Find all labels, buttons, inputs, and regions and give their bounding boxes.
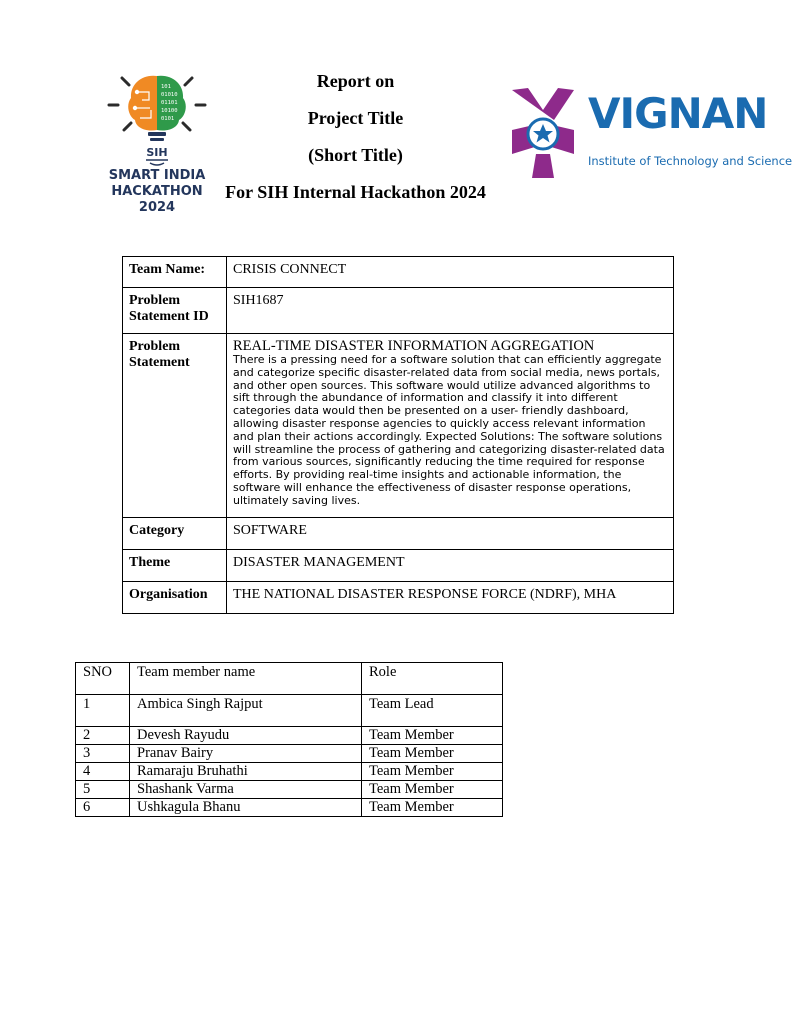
- ps-id-label: Problem Statement ID: [123, 288, 227, 334]
- title-line-4: For SIH Internal Hackathon 2024: [225, 182, 486, 202]
- row-role: Team Lead: [362, 695, 503, 727]
- svg-text:01101: 01101: [161, 100, 178, 106]
- table-row: [76, 799, 503, 817]
- table-header-row: [76, 663, 503, 695]
- svg-text:0101: 0101: [161, 116, 175, 122]
- svg-text:10100: 10100: [161, 108, 178, 114]
- row-name: Shashank Varma: [130, 781, 362, 799]
- header-name: Team member name: [130, 663, 362, 695]
- row-sno: 5: [76, 781, 130, 799]
- vignan-name: VIGNAN: [588, 89, 768, 138]
- category-value: SOFTWARE: [227, 518, 674, 550]
- row-sno: 2: [76, 727, 130, 745]
- sih-line2: HACKATHON: [111, 184, 203, 199]
- ps-label: Problem Statement: [123, 334, 227, 518]
- header-sno: SNO: [76, 663, 130, 695]
- row-name: Ramaraju Bruhathi: [130, 763, 362, 781]
- table-row: [76, 745, 503, 763]
- row-sno: 6: [76, 799, 130, 817]
- project-info-table: [122, 256, 674, 614]
- table-row: [76, 727, 503, 745]
- row-role: Team Member: [362, 799, 503, 817]
- sih-abbr: SIH: [146, 146, 168, 159]
- team-name-value: CRISIS CONNECT: [227, 257, 674, 288]
- row-name: Ushkagula Bhanu: [130, 799, 362, 817]
- row-role: Team Member: [362, 763, 503, 781]
- team-members-table: [75, 662, 503, 817]
- title-line-1: Report on: [316, 71, 395, 91]
- ps-id-value: SIH1687: [227, 288, 674, 334]
- title-line-3: (Short Title): [308, 145, 403, 165]
- row-name: Pranav Bairy: [130, 745, 362, 763]
- row-sno: 1: [76, 695, 130, 727]
- row-name: Ambica Singh Rajput: [130, 695, 362, 727]
- row-sno: 4: [76, 763, 130, 781]
- vignan-logo: [508, 84, 792, 184]
- row-role: Team Member: [362, 727, 503, 745]
- title-line-2: Project Title: [307, 108, 404, 128]
- sih-logo: [104, 70, 210, 220]
- vignan-subtitle: Institute of Technology and Science: [588, 154, 792, 168]
- theme-label: Theme: [123, 550, 227, 582]
- header-role: Role: [362, 663, 503, 695]
- row-role: Team Member: [362, 781, 503, 799]
- ps-cell: [227, 334, 674, 518]
- row-sno: 3: [76, 745, 130, 763]
- sih-line1: SMART INDIA: [108, 168, 206, 183]
- table-row: [76, 781, 503, 799]
- organisation-value: THE NATIONAL DISASTER RESPONSE FORCE (NDRF), MHA: [227, 582, 674, 614]
- svg-text:101: 101: [161, 84, 171, 90]
- svg-text:01010: 01010: [161, 92, 178, 98]
- theme-value: DISASTER MANAGEMENT: [227, 550, 674, 582]
- ps-title: REAL-TIME DISASTER INFORMATION AGGREGATION: [233, 338, 595, 354]
- row-name: Devesh Rayudu: [130, 727, 362, 745]
- ps-description: There is a pressing need for a software solution that can efficiently aggregate and categorize specific disaster-related data from social media, news portals, and other open sources. This software would utilize advanced algorithms to sift through the abundance of information and classify it into different categories data would then be presented on a user- friendly dashboard, allowing disaster response agencies to quickly access relevant information and plan their actions accordingly. Expected Solutions: The software solutions will streamline the process of gathering and categorizing disaster-related data from various sources, significantly reducing the time required for response efforts. By providing real-time insights and actionable information, the software will enhance the effectiveness of disaster response operations, ultimately saving lives.: [233, 353, 665, 507]
- table-row: [76, 695, 503, 727]
- category-label: Category: [123, 518, 227, 550]
- organisation-label: Organisation: [123, 582, 227, 614]
- sih-line3: 2024: [138, 200, 176, 215]
- row-role: Team Member: [362, 745, 503, 763]
- team-name-label: Team Name:: [123, 257, 227, 288]
- vignan-emblem-icon: [508, 84, 578, 180]
- brain-circuit-icon: [104, 70, 210, 168]
- table-row: [76, 763, 503, 781]
